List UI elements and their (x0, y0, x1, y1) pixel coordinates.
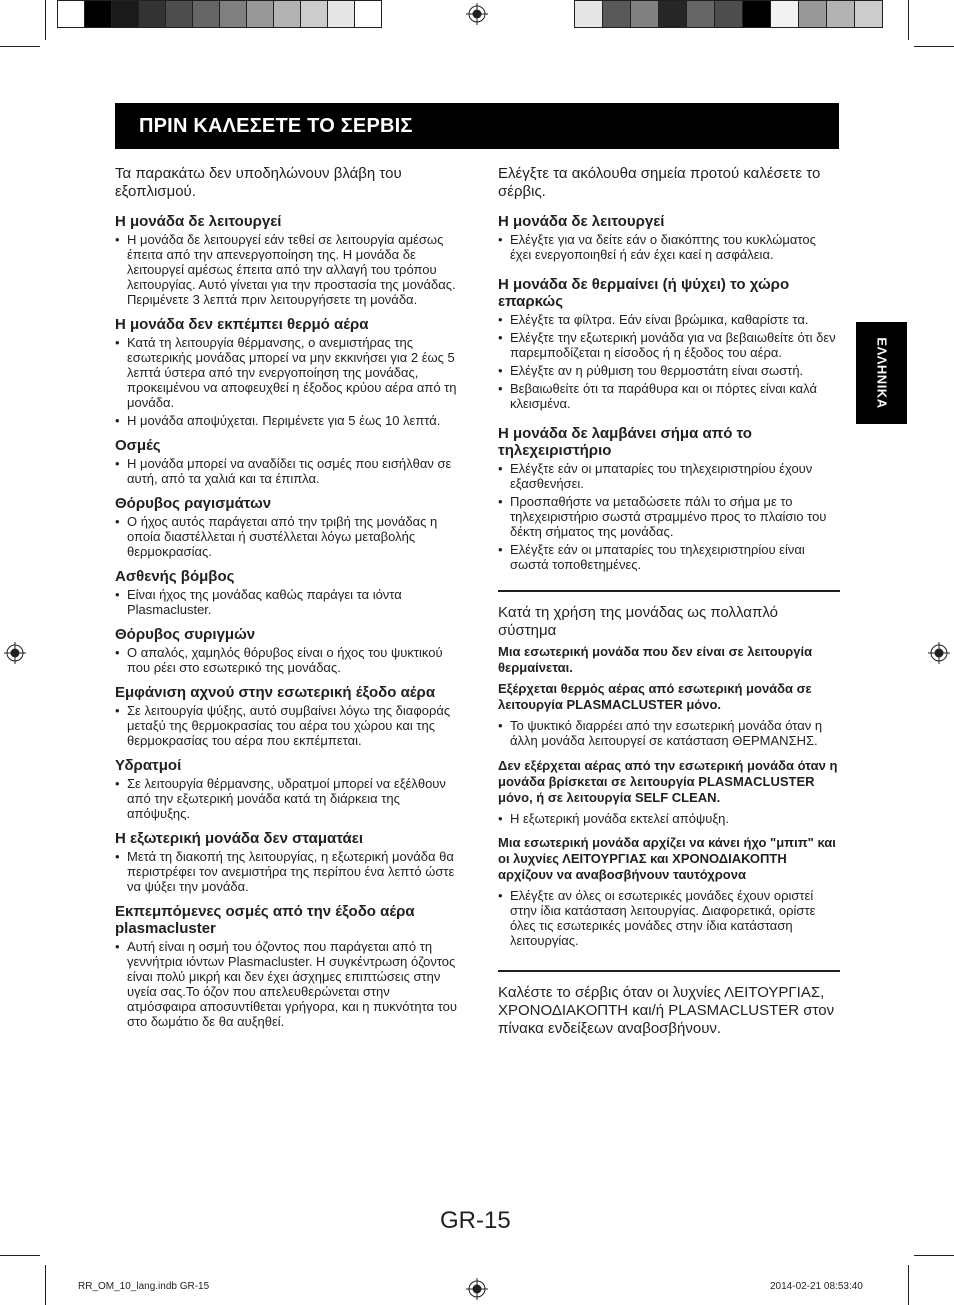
bullet-item: • Προσπαθήστε να μεταδώσετε πάλι το σήμα με το τηλεχειριστήριο σωστά στραμμένο προς το πλαίσιο του δέκτη σήματος της μονάδας. (498, 494, 840, 539)
bullet-list (498, 312, 840, 411)
right-intro: Ελέγξτε τα ακόλουθα σημεία προτού καλέσετε το σέρβις. (498, 165, 821, 200)
section (115, 626, 457, 675)
crop-mark (908, 0, 909, 40)
page-title-banner (115, 103, 839, 149)
multi-heading-4: Μια εσωτερική μονάδα αρχίζει να κάνει ήχο "μπιπ" και οι λυχνίες ΛΕΙΤΟΥΡΓΙΑΣ και ΧΡΟΝΟΔΙΑΚΟΠΤΗ αρχίζουν να αναβοσβήνουν ταυτόχρονα (498, 835, 836, 882)
footer-file: RR_OM_10_lang.indb GR-15 (78, 1281, 210, 1292)
crop-mark (908, 1265, 909, 1305)
registration-mark-icon (4, 642, 26, 664)
color-swatch (770, 0, 799, 28)
bullet-list (115, 849, 457, 894)
color-swatch (273, 0, 301, 28)
bullet-item: • Η μονάδα μπορεί να αναδίδει τις οσμές που εισήλθαν σε αυτή, από τα χαλιά και τα έπιπλα. (115, 456, 457, 486)
left-column (115, 165, 457, 1038)
color-swatch (658, 0, 687, 28)
bullet-item: • Αυτή είναι η οσμή του όζοντος που παράγεται από τη γεννήτρια ιόντων Plasmacluster. Η συγκέντρωση όζοντος είναι πολύ μικρή και δεν έχει άσχημες επιπτώσεις στην υγεία σας.Το όζον που απελευθερώνεται στην ατμόσφαιρα αποσυντίθεται γρήγορα, και η πυκνότητα του στο δωμάτιο δε θα αυξηθεί. (115, 939, 457, 1029)
color-swatch (327, 0, 355, 28)
color-swatch (854, 0, 883, 28)
section-heading: Εκπεμπόμενες οσμές από την έξοδο αέρα plasmacluster (115, 903, 415, 937)
section-heading: Η μονάδα δε θερμαίνει (ή ψύχει) το χώρο επαρκώς (498, 276, 790, 310)
language-tab-label: ΕΛΛΗΝΙΚΑ (874, 337, 889, 409)
bullet-list (115, 645, 457, 675)
section (115, 568, 457, 617)
section-heading: Εμφάνιση αχνού στην εσωτερική έξοδο αέρα (115, 684, 436, 701)
multi-heading-2: Εξέρχεται θερμός αέρας από εσωτερική μονάδα σε λειτουργία PLASMACLUSTER μόνο. (498, 681, 812, 712)
multi-heading-1: Μια εσωτερική μονάδα που δεν είναι σε λειτουργία θερμαίνεται. (498, 644, 813, 675)
color-swatch (84, 0, 112, 28)
bullet-item: • Ο απαλός, χαμηλός θόρυβος είναι ο ήχος του ψυκτικού που ρέει στο εσωτερικό της μονάδας. (115, 645, 457, 675)
bullet-item: • Ελέγξτε εάν οι μπαταρίες του τηλεχειριστηρίου είναι σωστά τοποθετημένες. (498, 542, 840, 572)
color-swatch (602, 0, 631, 28)
section (498, 276, 840, 411)
bullet-item: • Βεβαιωθείτε ότι τα παράθυρα και οι πόρτες είναι καλά κλεισμένα. (498, 381, 840, 411)
color-swatch (192, 0, 220, 28)
page-title: ΠΡΙΝ ΚΑΛΕΣΕΤΕ ΤΟ ΣΕΡΒΙΣ (139, 115, 413, 137)
section (115, 830, 457, 894)
left-sections (115, 213, 457, 1029)
left-intro: Τα παρακάτω δεν υποδηλώνουν βλάβη του εξοπλισμού. (115, 165, 402, 200)
bullet-list (498, 461, 840, 572)
page-number: GR-15 (440, 1207, 511, 1234)
bullet-item: • Ελέγξτε τα φίλτρα. Εάν είναι βρώμικα, καθαρίστε τα. (498, 312, 840, 327)
section-heading: Θόρυβος συριγμών (115, 626, 256, 643)
color-swatch (798, 0, 827, 28)
color-swatch (826, 0, 855, 28)
color-swatch (714, 0, 743, 28)
section-heading: Υδρατμοί (115, 757, 182, 774)
section (498, 425, 840, 572)
closing-note: Καλέστε το σέρβις όταν οι λυχνίες ΛΕΙΤΟΥΡΓΙΑΣ, ΧΡΟΝΟΔΙΑΚΟΠΤΗ και/ή PLASMACLUSTER στον πίνακα ενδείξεων αναβοσβήνουν. (498, 984, 835, 1037)
crop-mark (914, 1255, 954, 1256)
color-swatch (742, 0, 771, 28)
section (115, 684, 457, 748)
section-heading: Θόρυβος ραγισμάτων (115, 495, 272, 512)
crop-mark (45, 1265, 46, 1305)
bullet-item: • Ελέγξτε την εξωτερική μονάδα για να βεβαιωθείτε ότι δεν παρεμποδίζεται η είσοδος ή η έξοδος του αέρα. (498, 330, 840, 360)
bullet-item: • Σε λειτουργία ψύξης, αυτό συμβαίνει λόγω της διαφοράς μεταξύ της θερμοκρασίας του αέρα του χώρου και της θερμοκρασίας του αέρα που εκπέμπεται. (115, 703, 457, 748)
bullet-item: • Ο ήχος αυτός παράγεται από την τριβή της μονάδας η οποία διαστέλλεται ή συστέλλεται λόγω μεταβολής θερμοκρασίας. (115, 514, 457, 559)
bullet-item: • Ελέγξτε για να δείτε εάν ο διακόπτης του κυκλώματος έχει ενεργοποιηθεί ή εάν έχει καεί η ασφάλεια. (498, 232, 840, 262)
color-swatch (111, 0, 139, 28)
registration-mark-icon (466, 1278, 488, 1300)
bullet-list (115, 335, 457, 428)
bullet-item: • Η μονάδα δε λειτουργεί εάν τεθεί σε λειτουργία αμέσως έπειτα από την απενεργοποίηση της. Η μονάδα δε λειτουργεί αμέσως έπειτα από την αλλαγή του τρόπου λειτουργίας. Αυτό γίνεται για την προστασία της μονάδας. Περιμένετε 3 λεπτά πριν λειτουργήσετε τη μονάδα. (115, 232, 457, 307)
color-swatch (246, 0, 274, 28)
section-divider (498, 590, 840, 592)
section (498, 213, 840, 262)
bullet-list (115, 703, 457, 748)
bullet-list (498, 232, 840, 262)
multi-bullet-group-1 (498, 718, 840, 748)
multi-bullet: • Ελέγξτε αν όλες οι εσωτερικές μονάδες έχουν οριστεί στην ίδια κατάσταση λειτουργίας. Διαφορετικά, ορίστε όλες τις εσωτερικές μονάδες στην ίδια κατάσταση λειτουργίας. (498, 888, 840, 948)
section-heading: Οσμές (115, 437, 161, 454)
color-swatch (686, 0, 715, 28)
bullet-item: • Ελέγξτε εάν οι μπαταρίες του τηλεχειριστηρίου έχουν εξασθενήσει. (498, 461, 840, 491)
right-sections (498, 213, 840, 572)
multi-system-intro: Κατά τη χρήση της μονάδας ως πολλαπλό σύστημα (498, 604, 778, 639)
footer-datetime: 2014-02-21 08:53:40 (770, 1281, 863, 1292)
section (115, 316, 457, 428)
crop-mark (914, 46, 954, 47)
bullet-item: • Μετά τη διακοπή της λειτουργίας, η εξωτερική μονάδα θα περιστρέφει τον ανεμιστήρα της περίπου ένα λεπτό ώστε να ψύξει την μονάδα. (115, 849, 457, 894)
multi-bullet: • Το ψυκτικό διαρρέει από την εσωτερική μονάδα όταν η άλλη μονάδα λειτουργεί σε κατάσταση ΘΕΡΜΑΝΣΗΣ. (498, 718, 840, 748)
bullet-item: • Κατά τη λειτουργία θέρμανσης, ο ανεμιστήρας της εσωτερικής μονάδας μπορεί να μην εκκινήσει για 2 έως 5 λεπτά ύστερα από την ενεργοποίηση της μονάδας, προκειμένου να αποφευχθεί η έξοδος κρύου αέρα από τη μονάδα. (115, 335, 457, 410)
right-column (498, 165, 840, 1050)
registration-mark-icon (466, 3, 488, 25)
section-heading: Ασθενής βόμβος (115, 568, 235, 585)
bullet-list (115, 514, 457, 559)
bullet-item: • Είναι ήχος της μονάδας καθώς παράγει τα ιόντα Plasmacluster. (115, 587, 457, 617)
section (115, 213, 457, 307)
color-swatch (574, 0, 603, 28)
color-swatch (219, 0, 247, 28)
bullet-list (115, 456, 457, 486)
bullet-item: • Η μονάδα αποψύχεται. Περιμένετε για 5 έως 10 λεπτά. (115, 413, 457, 428)
section-heading: Η μονάδα δε λειτουργεί (115, 213, 282, 230)
multi-bullet-group-3 (498, 888, 840, 948)
crop-mark (0, 46, 40, 47)
section (115, 903, 457, 1029)
bullet-item: • Σε λειτουργία θέρμανσης, υδρατμοί μπορεί να εξέλθουν από την εξωτερική μονάδα κατά τη διάρκεια της απόψυξης. (115, 776, 457, 821)
language-tab (856, 322, 907, 424)
section (115, 495, 457, 559)
crop-mark (0, 1255, 40, 1256)
crop-mark (45, 0, 46, 40)
color-swatch (300, 0, 328, 28)
color-swatch (354, 0, 382, 28)
color-swatch (138, 0, 166, 28)
section-heading: Η μονάδα δεν εκπέμπει θερμό αέρα (115, 316, 369, 333)
section (115, 437, 457, 486)
section (115, 757, 457, 821)
section-heading: Η μονάδα δε λαμβάνει σήμα από το τηλεχειριστήριο (498, 425, 752, 459)
color-swatch (57, 0, 85, 28)
multi-heading-3: Δεν εξέρχεται αέρας από την εσωτερική μονάδα όταν η μονάδα βρίσκεται σε λειτουργία PLASMACLUSTER μόνο, ή σε λειτουργία SELF CLEAN. (498, 758, 838, 805)
bullet-item: • Ελέγξτε αν η ρύθμιση του θερμοστάτη είναι σωστή. (498, 363, 840, 378)
registration-mark-icon (928, 642, 950, 664)
bullet-list (115, 939, 457, 1029)
multi-bullet: • Η εξωτερική μονάδα εκτελεί απόψυξη. (498, 811, 840, 826)
multi-bullet-group-2 (498, 811, 840, 826)
section-divider (498, 970, 840, 972)
bullet-list (115, 776, 457, 821)
section-heading: Η εξωτερική μονάδα δεν σταματάει (115, 830, 364, 847)
section-heading: Η μονάδα δε λειτουργεί (498, 213, 665, 230)
color-swatch (165, 0, 193, 28)
bullet-list (115, 587, 457, 617)
bullet-list (115, 232, 457, 307)
color-swatch (630, 0, 659, 28)
